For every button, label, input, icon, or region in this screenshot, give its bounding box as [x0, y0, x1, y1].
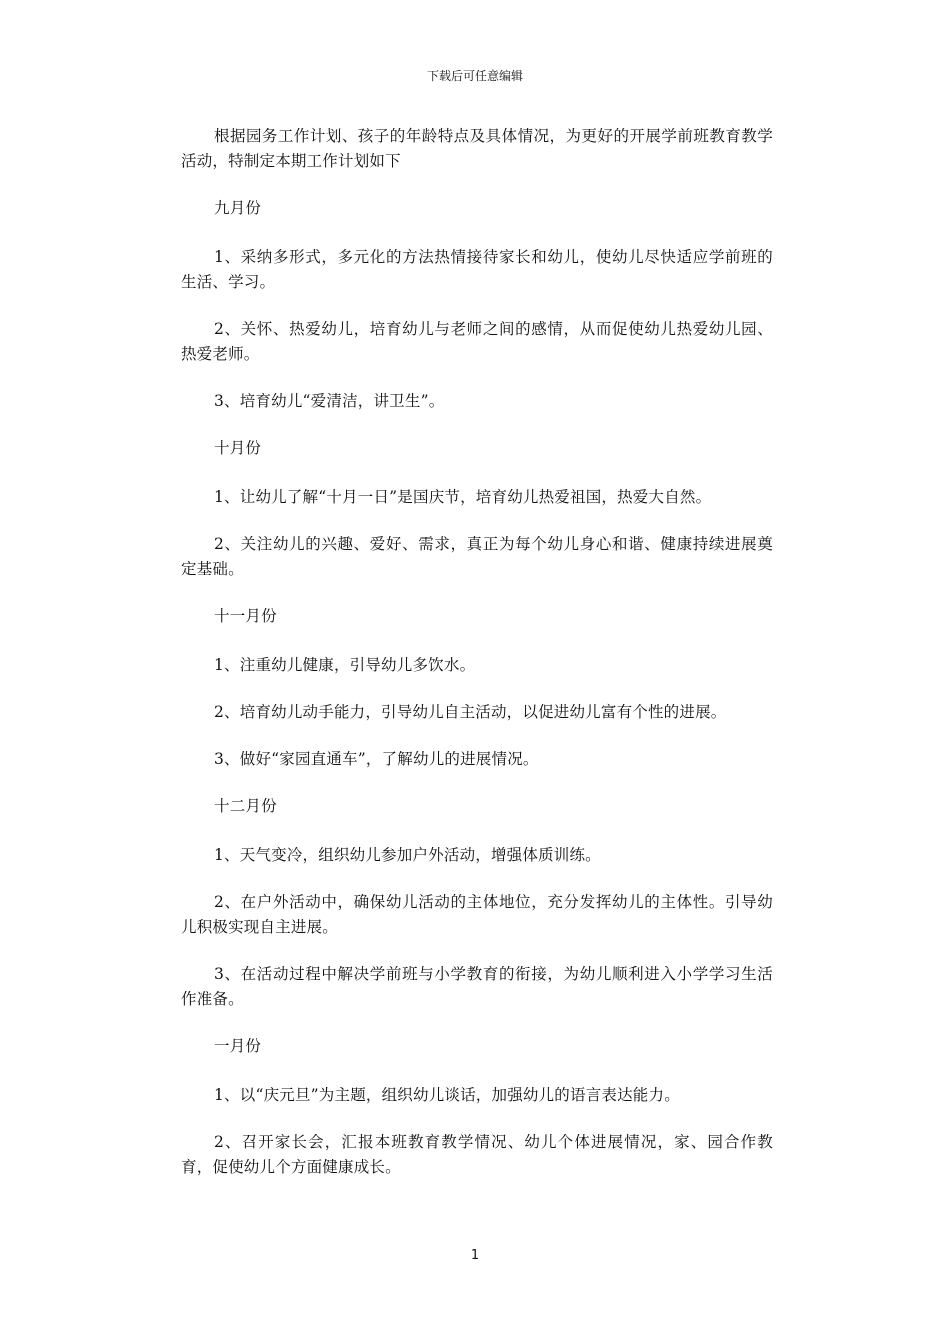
list-item: 3、做好“家园直通车”，了解幼儿的进展情况。 [214, 750, 539, 768]
page-header: 下载后可任意编辑 [426, 69, 523, 83]
intro-paragraph: 根据园务工作计划、孩子的年龄特点及具体情况，为更好的开展学前班教育教学活动，特制定本期工作计划如下 [181, 127, 773, 170]
month-heading-january: 一月份 [214, 1037, 262, 1055]
list-item: 1、采纳多形式，多元化的方法热情接待家长和幼儿，使幼儿尽快适应学前班的生活、学习。 [181, 248, 773, 291]
month-heading-december: 十二月份 [214, 797, 277, 815]
month-heading-october: 十月份 [214, 439, 262, 457]
list-item: 2、关注幼儿的兴趣、爱好、需求，真正为每个幼儿身心和谐、健康持续进展奠定基础。 [181, 535, 773, 578]
page-number: 1 [470, 1248, 480, 1263]
month-heading-september: 九月份 [214, 199, 262, 217]
list-item: 1、注重幼儿健康，引导幼儿多饮水。 [214, 656, 476, 674]
list-item: 3、培育幼儿“爱清洁，讲卫生”。 [214, 392, 445, 410]
document-body [181, 124, 773, 1202]
list-item: 1、天气变冷，组织幼儿参加户外活动，增强体质训练。 [214, 846, 601, 864]
list-item: 2、培育幼儿动手能力，引导幼儿自主活动，以促进幼儿富有个性的进展。 [214, 703, 727, 721]
list-item: 2、召开家长会，汇报本班教育教学情况、幼儿个体进展情况，家、园合作教育，促使幼儿个方面健康成长。 [181, 1133, 773, 1176]
month-heading-november: 十一月份 [214, 607, 277, 625]
list-item: 1、以“庆元旦”为主题，组织幼儿谈话，加强幼儿的语言表达能力。 [214, 1086, 680, 1104]
list-item: 2、关怀、热爱幼儿，培育幼儿与老师之间的感情，从而促使幼儿热爱幼儿园、热爱老师。 [181, 320, 773, 363]
list-item: 2、在户外活动中，确保幼儿活动的主体地位，充分发挥幼儿的主体性。引导幼儿积极实现自主进展。 [181, 893, 773, 936]
list-item: 3、在活动过程中解决学前班与小学教育的衔接，为幼儿顺利进入小学学习生活作准备。 [181, 965, 773, 1008]
list-item: 1、让幼儿了解“十月一日”是国庆节，培育幼儿热爱祖国，热爱大自然。 [214, 488, 712, 506]
